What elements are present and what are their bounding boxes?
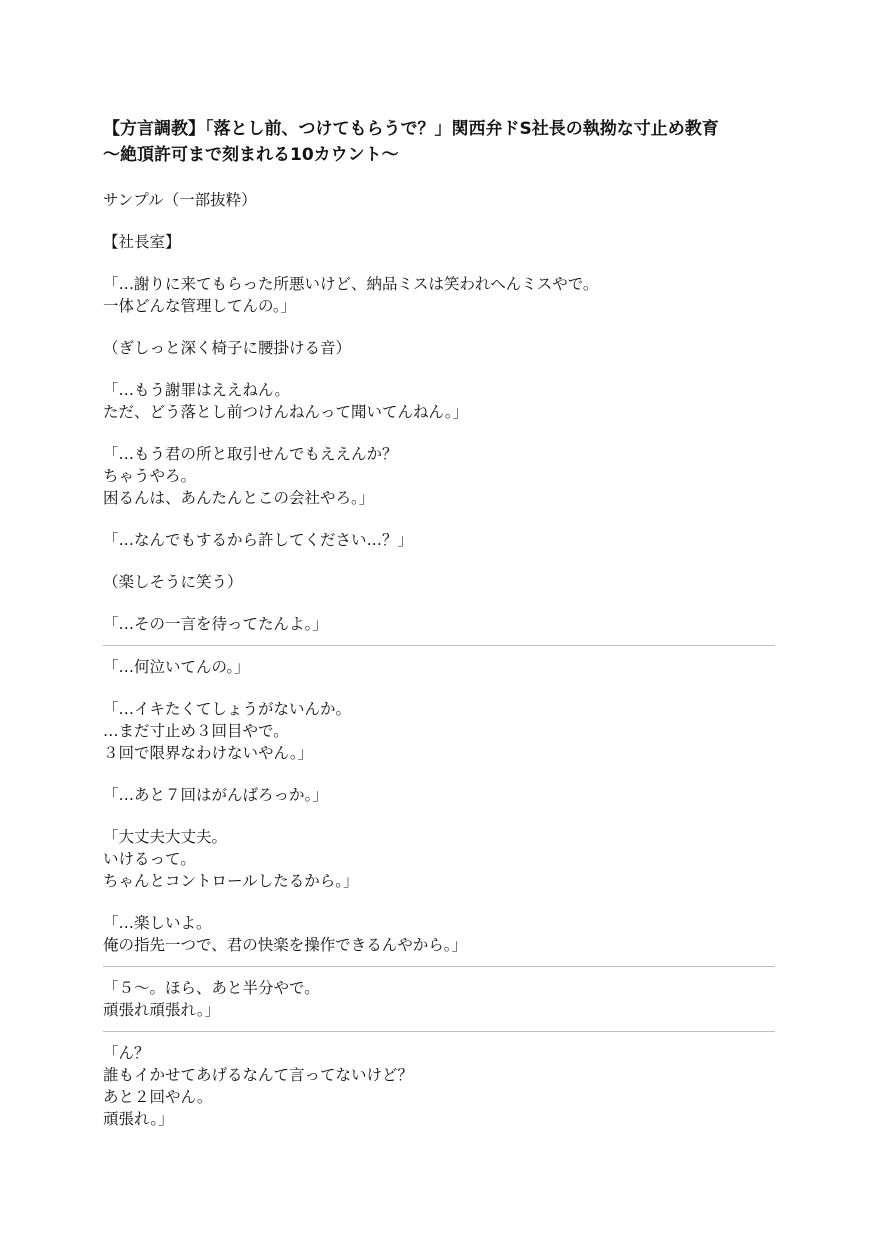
stage-direction: [103, 337, 775, 359]
dialogue-line: 「…何泣いてんの。」: [103, 658, 250, 676]
dialogue-line: 「…もう君の所と取引せんでもええんか？: [103, 445, 398, 463]
dialogue-line: 困るんは、あんたんとこの会社やろ。」: [103, 489, 375, 507]
dialogue-line: 「大丈夫大丈夫。: [103, 828, 228, 846]
dialogue-line: …まだ寸止め３回目やで。: [103, 722, 289, 740]
section-divider: [103, 1031, 775, 1032]
title-line-2: 〜絶頂許可まで刻まれる10カウント〜: [103, 145, 399, 165]
dialogue-block: [103, 1042, 775, 1130]
dialogue-line: （ぎしっと深く椅子に腰掛ける音）: [103, 339, 352, 357]
section-divider: [103, 645, 775, 646]
dialogue-block: [103, 826, 775, 892]
dialogue-block: [103, 529, 775, 551]
sample-label: サンプル（一部抜粋）: [103, 191, 257, 209]
dialogue-line: 「…なんでもするから許してください…？」: [103, 531, 414, 549]
scene-heading: 【社長室】: [103, 233, 181, 251]
dialogue-line: 「…楽しいよ。: [103, 914, 212, 932]
dialogue-line: ３回で限界なわけないやん。」: [103, 744, 314, 762]
dialogue-line: 「ん？: [103, 1044, 150, 1062]
dialogue-line: 「…その一言を待ってたんよ。」: [103, 615, 328, 633]
document-title: [103, 116, 775, 168]
dialogue-line: ただ、どう落とし前つけんねんって聞いてんねん。」: [103, 403, 469, 421]
dialogue-line: ちゃうやろ。: [103, 467, 197, 485]
dialogue-line: （楽しそうに笑う）: [103, 573, 243, 591]
dialogue-block: [103, 273, 775, 317]
dialogue-line: 誰もイかせてあげるなんて言ってないけど？: [103, 1066, 414, 1084]
dialogue-line: ちゃんとコントロールしたるから。」: [103, 872, 359, 890]
dialogue-line: あと２回やん。: [103, 1088, 213, 1106]
dialogue-block: [103, 977, 775, 1021]
dialogue-line: 一体どんな管理してんの。」: [103, 297, 297, 315]
dialogue-line: 頑張れ。」: [103, 1110, 174, 1128]
dialogue-line: 「…もう謝罪はええねん。: [103, 381, 290, 399]
dialogue-line: 「…謝りに来てもらった所悪いけど、納品ミスは笑われへんミスやで。: [103, 275, 599, 293]
dialogue-block: [103, 379, 775, 423]
dialogue-block: [103, 443, 775, 509]
dialogue-line: 俺の指先一つで、君の快楽を操作できるんやから。」: [103, 936, 467, 954]
dialogue-line: 「５〜。ほら、あと半分やで。: [103, 979, 320, 997]
stage-direction: [103, 571, 775, 593]
document-page: [103, 116, 775, 1130]
title-line-1: 【方言調教】「落とし前、つけてもらうで？」関西弁ドS社長の執拗な寸止め教育: [103, 119, 719, 139]
dialogue-line: 「…あと７回はがんばろっか。」: [103, 786, 328, 804]
dialogue-block: [103, 784, 775, 806]
dialogue-block: [103, 698, 775, 764]
section-divider: [103, 966, 775, 967]
dialogue-block: [103, 656, 775, 678]
dialogue-block: [103, 912, 775, 956]
dialogue-line: いけるって。: [103, 850, 196, 868]
dialogue-block: [103, 613, 775, 635]
dialogue-line: 頑張れ頑張れ。」: [103, 1001, 221, 1019]
dialogue-line: 「…イキたくてしょうがないんか。: [103, 700, 352, 718]
